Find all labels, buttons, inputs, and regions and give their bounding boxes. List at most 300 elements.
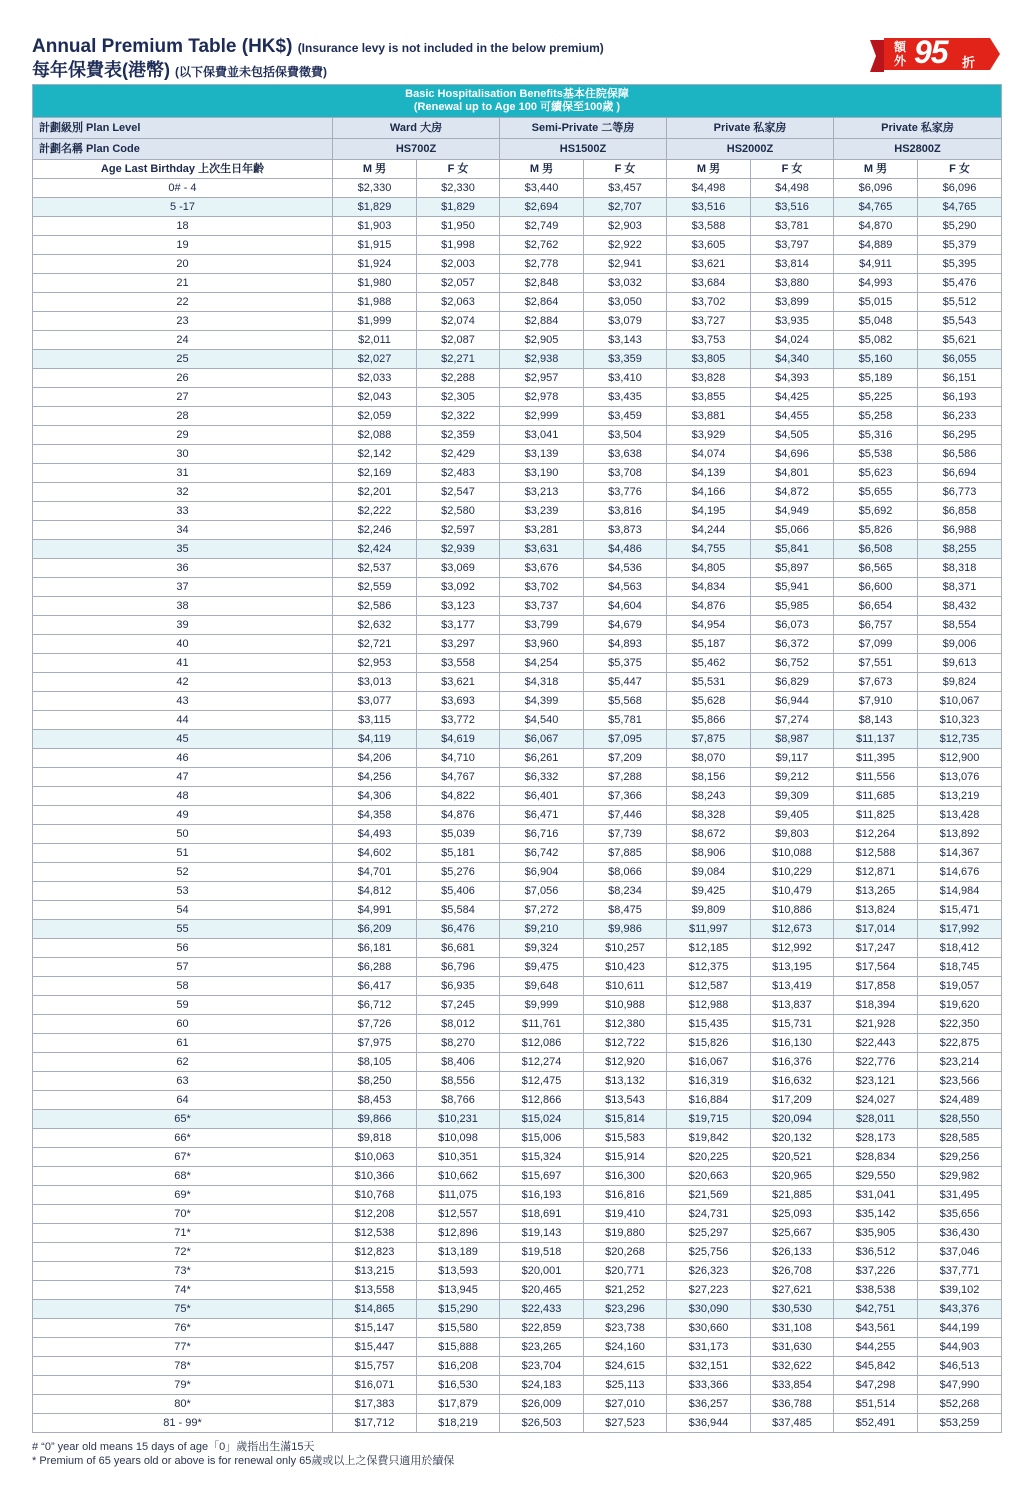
age-cell: 48 [33, 787, 333, 806]
premium-cell: $5,039 [417, 825, 500, 844]
gender-header-row [33, 160, 1002, 179]
premium-cell: $3,504 [584, 426, 667, 445]
premium-cell: $9,405 [751, 806, 834, 825]
plan-level-private-2000: Private 私家房 [667, 118, 834, 139]
age-cell: 70* [33, 1205, 333, 1224]
premium-cell: $4,256 [333, 768, 417, 787]
premium-cell: $17,014 [834, 920, 918, 939]
plan-code-hs2000z: HS2000Z [667, 139, 834, 160]
premium-cell: $15,290 [417, 1300, 500, 1319]
age-cell: 24 [33, 331, 333, 350]
table-row [33, 1034, 1002, 1053]
table-row [33, 882, 1002, 901]
premium-cell: $8,453 [333, 1091, 417, 1110]
age-cell: 54 [33, 901, 333, 920]
premium-cell: $33,854 [751, 1376, 834, 1395]
premium-cell: $3,935 [751, 312, 834, 331]
premium-cell: $3,177 [417, 616, 500, 635]
premium-cell: $22,859 [500, 1319, 584, 1338]
premium-cell: $16,632 [751, 1072, 834, 1091]
premium-cell: $8,234 [584, 882, 667, 901]
premium-cell: $2,905 [500, 331, 584, 350]
premium-cell: $4,991 [333, 901, 417, 920]
premium-cell: $6,332 [500, 768, 584, 787]
age-cell: 71* [33, 1224, 333, 1243]
premium-cell: $6,716 [500, 825, 584, 844]
premium-cell: $9,866 [333, 1110, 417, 1129]
premium-cell: $36,788 [751, 1395, 834, 1414]
table-row [33, 1072, 1002, 1091]
premium-cell: $8,066 [584, 863, 667, 882]
premium-cell: $19,410 [584, 1205, 667, 1224]
premium-cell: $5,826 [834, 521, 918, 540]
premium-cell: $6,944 [751, 692, 834, 711]
premium-cell: $7,095 [584, 730, 667, 749]
premium-cell: $5,531 [667, 673, 751, 692]
age-cell: 0# - 4 [33, 179, 333, 198]
premium-cell: $3,190 [500, 464, 584, 483]
premium-cell: $2,424 [333, 540, 417, 559]
premium-cell: $2,547 [417, 483, 500, 502]
premium-cell: $28,173 [834, 1129, 918, 1148]
premium-cell: $7,272 [500, 901, 584, 920]
premium-cell: $6,193 [918, 388, 1002, 407]
footnote-zero-age: # “0” year old means 15 days of age「0」歲指出生滿15天 [32, 1441, 315, 1453]
age-cell: 33 [33, 502, 333, 521]
premium-cell: $21,928 [834, 1015, 918, 1034]
premium-cell: $9,824 [918, 673, 1002, 692]
premium-cell: $3,873 [584, 521, 667, 540]
premium-cell: $4,805 [667, 559, 751, 578]
premium-cell: $4,455 [751, 407, 834, 426]
table-row [33, 445, 1002, 464]
age-cell: 78* [33, 1357, 333, 1376]
premium-cell: $15,471 [918, 901, 1002, 920]
table-row [33, 1167, 1002, 1186]
premium-cell: $4,679 [584, 616, 667, 635]
premium-cell: $36,512 [834, 1243, 918, 1262]
table-row [33, 1186, 1002, 1205]
age-label: Age Last Birthday 上次生日年齡 [33, 160, 333, 179]
premium-cell: $8,318 [918, 559, 1002, 578]
premium-cell: $2,330 [333, 179, 417, 198]
premium-cell: $4,139 [667, 464, 751, 483]
premium-cell: $3,799 [500, 616, 584, 635]
premium-cell: $21,885 [751, 1186, 834, 1205]
age-cell: 27 [33, 388, 333, 407]
premium-cell: $20,771 [584, 1262, 667, 1281]
premium-cell: $2,271 [417, 350, 500, 369]
premium-cell: $6,476 [417, 920, 500, 939]
premium-cell: $44,199 [918, 1319, 1002, 1338]
age-cell: 42 [33, 673, 333, 692]
premium-cell: $25,297 [667, 1224, 751, 1243]
premium-cell: $45,842 [834, 1357, 918, 1376]
table-row [33, 1110, 1002, 1129]
table-row [33, 540, 1002, 559]
premium-cell: $6,904 [500, 863, 584, 882]
table-row [33, 1414, 1002, 1433]
premium-cell: $10,067 [918, 692, 1002, 711]
table-banner [33, 85, 1002, 118]
premium-cell: $13,558 [333, 1281, 417, 1300]
premium-cell: $11,075 [417, 1186, 500, 1205]
plan-code-hs2800z: HS2800Z [834, 139, 1002, 160]
premium-cell: $19,143 [500, 1224, 584, 1243]
premium-cell: $5,406 [417, 882, 500, 901]
premium-cell: $28,585 [918, 1129, 1002, 1148]
premium-cell: $46,513 [918, 1357, 1002, 1376]
premium-cell: $2,483 [417, 464, 500, 483]
premium-cell: $17,564 [834, 958, 918, 977]
premium-cell: $5,621 [918, 331, 1002, 350]
premium-cell: $3,781 [751, 217, 834, 236]
premium-cell: $8,987 [751, 730, 834, 749]
premium-cell: $12,557 [417, 1205, 500, 1224]
premium-cell: $5,375 [584, 654, 667, 673]
premium-cell: $10,231 [417, 1110, 500, 1129]
table-row [33, 331, 1002, 350]
premium-cell: $13,132 [584, 1072, 667, 1091]
premium-cell: $7,673 [834, 673, 918, 692]
title-english-main: Annual Premium Table (HK$) [32, 36, 293, 57]
premium-cell: $39,102 [918, 1281, 1002, 1300]
table-row [33, 502, 1002, 521]
premium-cell: $6,073 [751, 616, 834, 635]
premium-cell: $24,027 [834, 1091, 918, 1110]
age-cell: 46 [33, 749, 333, 768]
premium-cell: $2,043 [333, 388, 417, 407]
premium-cell: $1,980 [333, 274, 417, 293]
age-cell: 81 - 99* [33, 1414, 333, 1433]
premium-cell: $1,924 [333, 255, 417, 274]
table-row [33, 1129, 1002, 1148]
premium-cell: $16,071 [333, 1376, 417, 1395]
age-cell: 58 [33, 977, 333, 996]
premium-cell: $3,239 [500, 502, 584, 521]
premium-cell: $13,824 [834, 901, 918, 920]
premium-cell: $3,638 [584, 445, 667, 464]
premium-cell: $4,801 [751, 464, 834, 483]
premium-cell: $4,505 [751, 426, 834, 445]
premium-cell: $26,323 [667, 1262, 751, 1281]
premium-cell: $2,957 [500, 369, 584, 388]
age-cell: 76* [33, 1319, 333, 1338]
premium-cell: $9,309 [751, 787, 834, 806]
premium-cell: $5,316 [834, 426, 918, 445]
plan-code-hs1500z: HS1500Z [500, 139, 667, 160]
premium-cell: $5,395 [918, 255, 1002, 274]
premium-cell: $22,350 [918, 1015, 1002, 1034]
table-row [33, 1319, 1002, 1338]
table-row [33, 255, 1002, 274]
male-header: M 男 [333, 160, 417, 179]
table-row [33, 597, 1002, 616]
title-chinese-note: (以下保費並未包括保費徵費) [175, 65, 328, 79]
premium-cell: $14,984 [918, 882, 1002, 901]
premium-cell: $12,992 [751, 939, 834, 958]
premium-cell: $12,587 [667, 977, 751, 996]
premium-cell: $16,884 [667, 1091, 751, 1110]
premium-cell: $4,834 [667, 578, 751, 597]
table-row [33, 407, 1002, 426]
premium-cell: $5,276 [417, 863, 500, 882]
premium-cell: $31,630 [751, 1338, 834, 1357]
premium-cell: $15,583 [584, 1129, 667, 1148]
premium-cell: $3,092 [417, 578, 500, 597]
premium-cell: $5,781 [584, 711, 667, 730]
premium-cell: $2,922 [584, 236, 667, 255]
premium-cell: $44,255 [834, 1338, 918, 1357]
premium-cell: $4,254 [500, 654, 584, 673]
premium-cell: $10,886 [751, 901, 834, 920]
age-cell: 28 [33, 407, 333, 426]
premium-cell: $6,565 [834, 559, 918, 578]
age-cell: 47 [33, 768, 333, 787]
premium-cell: $8,766 [417, 1091, 500, 1110]
premium-cell: $44,903 [918, 1338, 1002, 1357]
premium-cell: $4,889 [834, 236, 918, 255]
premium-cell: $26,133 [751, 1243, 834, 1262]
premium-cell: $21,252 [584, 1281, 667, 1300]
premium-cell: $5,462 [667, 654, 751, 673]
premium-cell: $5,447 [584, 673, 667, 692]
premium-cell: $1,829 [333, 198, 417, 217]
premium-cell: $22,875 [918, 1034, 1002, 1053]
premium-cell: $10,098 [417, 1129, 500, 1148]
premium-cell: $3,899 [751, 293, 834, 312]
premium-cell: $2,088 [333, 426, 417, 445]
premium-cell: $12,185 [667, 939, 751, 958]
premium-cell: $6,681 [417, 939, 500, 958]
premium-cell: $4,244 [667, 521, 751, 540]
table-row [33, 977, 1002, 996]
premium-cell: $12,673 [751, 920, 834, 939]
premium-cell: $9,324 [500, 939, 584, 958]
premium-cell: $8,906 [667, 844, 751, 863]
age-cell: 41 [33, 654, 333, 673]
table-row [33, 825, 1002, 844]
premium-cell: $6,067 [500, 730, 584, 749]
premium-cell: $5,181 [417, 844, 500, 863]
premium-cell: $6,712 [333, 996, 417, 1015]
premium-cell: $18,745 [918, 958, 1002, 977]
table-row [33, 217, 1002, 236]
premium-cell: $4,876 [667, 597, 751, 616]
premium-cell: $20,268 [584, 1243, 667, 1262]
premium-cell: $3,041 [500, 426, 584, 445]
premium-cell: $28,834 [834, 1148, 918, 1167]
premium-cell: $8,406 [417, 1053, 500, 1072]
premium-cell: $5,584 [417, 901, 500, 920]
premium-cell: $2,864 [500, 293, 584, 312]
premium-cell: $15,826 [667, 1034, 751, 1053]
premium-cell: $22,776 [834, 1053, 918, 1072]
table-row [33, 749, 1002, 768]
premium-cell: $17,712 [333, 1414, 417, 1433]
premium-cell: $2,999 [500, 407, 584, 426]
premium-cell: $3,929 [667, 426, 751, 445]
premium-cell: $3,079 [584, 312, 667, 331]
premium-cell: $2,222 [333, 502, 417, 521]
banner-line-1: Basic Hospitalisation Benefits基本住院保障 [405, 88, 629, 100]
premium-cell: $29,550 [834, 1167, 918, 1186]
age-cell: 65* [33, 1110, 333, 1129]
premium-cell: $38,538 [834, 1281, 918, 1300]
premium-cell: $18,394 [834, 996, 918, 1015]
premium-cell: $10,988 [584, 996, 667, 1015]
premium-cell: $24,615 [584, 1357, 667, 1376]
age-cell: 39 [33, 616, 333, 635]
premium-cell: $11,761 [500, 1015, 584, 1034]
table-row [33, 1053, 1002, 1072]
premium-cell: $36,430 [918, 1224, 1002, 1243]
premium-cell: $3,013 [333, 673, 417, 692]
premium-cell: $25,667 [751, 1224, 834, 1243]
premium-cell: $20,001 [500, 1262, 584, 1281]
age-cell: 32 [33, 483, 333, 502]
table-row [33, 369, 1002, 388]
age-cell: 51 [33, 844, 333, 863]
premium-cell: $4,893 [584, 635, 667, 654]
premium-cell: $4,425 [751, 388, 834, 407]
title-english-note: (Insurance levy is not included in the below premium) [297, 41, 604, 55]
premium-cell: $31,041 [834, 1186, 918, 1205]
premium-cell: $4,498 [667, 179, 751, 198]
premium-cell: $5,543 [918, 312, 1002, 331]
premium-cell: $31,173 [667, 1338, 751, 1357]
premium-cell: $20,225 [667, 1148, 751, 1167]
premium-cell: $3,359 [584, 350, 667, 369]
premium-cell: $3,727 [667, 312, 751, 331]
premium-cell: $23,738 [584, 1319, 667, 1338]
premium-cell: $3,457 [584, 179, 667, 198]
table-row [33, 844, 1002, 863]
premium-cell: $16,816 [584, 1186, 667, 1205]
premium-cell: $2,169 [333, 464, 417, 483]
premium-cell: $4,206 [333, 749, 417, 768]
premium-cell: $2,632 [333, 616, 417, 635]
age-cell: 31 [33, 464, 333, 483]
premium-cell: $6,471 [500, 806, 584, 825]
premium-cell: $32,151 [667, 1357, 751, 1376]
premium-cell: $26,708 [751, 1262, 834, 1281]
premium-cell: $11,556 [834, 768, 918, 787]
premium-cell: $2,074 [417, 312, 500, 331]
premium-cell: $24,183 [500, 1376, 584, 1395]
premium-cell: $43,561 [834, 1319, 918, 1338]
premium-cell: $2,762 [500, 236, 584, 255]
premium-cell: $8,556 [417, 1072, 500, 1091]
premium-cell: $10,423 [584, 958, 667, 977]
premium-cell: $10,323 [918, 711, 1002, 730]
table-row [33, 711, 1002, 730]
premium-cell: $3,702 [667, 293, 751, 312]
table-row [33, 1395, 1002, 1414]
premium-cell: $9,117 [751, 749, 834, 768]
premium-cell: $3,737 [500, 597, 584, 616]
age-cell: 38 [33, 597, 333, 616]
premium-cell: $4,710 [417, 749, 500, 768]
premium-cell: $5,015 [834, 293, 918, 312]
premium-cell: $2,027 [333, 350, 417, 369]
age-cell: 29 [33, 426, 333, 445]
premium-cell: $3,621 [417, 673, 500, 692]
premium-cell: $5,187 [667, 635, 751, 654]
premium-cell: $16,208 [417, 1357, 500, 1376]
premium-cell: $6,372 [751, 635, 834, 654]
premium-cell: $6,401 [500, 787, 584, 806]
age-cell: 61 [33, 1034, 333, 1053]
table-row [33, 198, 1002, 217]
premium-cell: $28,550 [918, 1110, 1002, 1129]
premium-cell: $11,685 [834, 787, 918, 806]
premium-cell: $2,939 [417, 540, 500, 559]
premium-cell: $3,213 [500, 483, 584, 502]
premium-cell: $16,067 [667, 1053, 751, 1072]
discount-badge-prefix: 額外 [893, 40, 906, 68]
plan-level-row [33, 118, 1002, 139]
premium-cell: $8,554 [918, 616, 1002, 635]
premium-cell: $12,538 [333, 1224, 417, 1243]
premium-cell: $5,655 [834, 483, 918, 502]
premium-cell: $3,881 [667, 407, 751, 426]
premium-cell: $2,941 [584, 255, 667, 274]
age-cell: 43 [33, 692, 333, 711]
premium-cell: $4,870 [834, 217, 918, 236]
premium-cell: $6,261 [500, 749, 584, 768]
premium-cell: $15,435 [667, 1015, 751, 1034]
premium-cell: $4,701 [333, 863, 417, 882]
premium-cell: $25,113 [584, 1376, 667, 1395]
premium-cell: $3,297 [417, 635, 500, 654]
premium-cell: $24,489 [918, 1091, 1002, 1110]
premium-cell: $30,090 [667, 1300, 751, 1319]
premium-cell: $4,358 [333, 806, 417, 825]
premium-cell: $18,691 [500, 1205, 584, 1224]
age-cell: 57 [33, 958, 333, 977]
table-row [33, 920, 1002, 939]
premium-cell: $6,288 [333, 958, 417, 977]
premium-cell: $3,050 [584, 293, 667, 312]
premium-cell: $8,250 [333, 1072, 417, 1091]
premium-cell: $6,935 [417, 977, 500, 996]
premium-cell: $19,518 [500, 1243, 584, 1262]
premium-cell: $7,875 [667, 730, 751, 749]
table-row [33, 1281, 1002, 1300]
table-row [33, 1205, 1002, 1224]
premium-cell: $23,704 [500, 1357, 584, 1376]
premium-cell: $4,536 [584, 559, 667, 578]
premium-cell: $13,215 [333, 1262, 417, 1281]
premium-cell: $2,359 [417, 426, 500, 445]
premium-cell: $21,569 [667, 1186, 751, 1205]
premium-cell: $6,742 [500, 844, 584, 863]
age-cell: 60 [33, 1015, 333, 1034]
premium-cell: $27,621 [751, 1281, 834, 1300]
premium-cell: $6,586 [918, 445, 1002, 464]
premium-cell: $3,139 [500, 445, 584, 464]
premium-cell: $15,888 [417, 1338, 500, 1357]
table-row [33, 464, 1002, 483]
premium-cell: $8,432 [918, 597, 1002, 616]
premium-cell: $20,094 [751, 1110, 834, 1129]
premium-cell: $2,011 [333, 331, 417, 350]
premium-cell: $2,778 [500, 255, 584, 274]
premium-cell: $37,046 [918, 1243, 1002, 1262]
premium-cell: $27,523 [584, 1414, 667, 1433]
premium-cell: $7,209 [584, 749, 667, 768]
